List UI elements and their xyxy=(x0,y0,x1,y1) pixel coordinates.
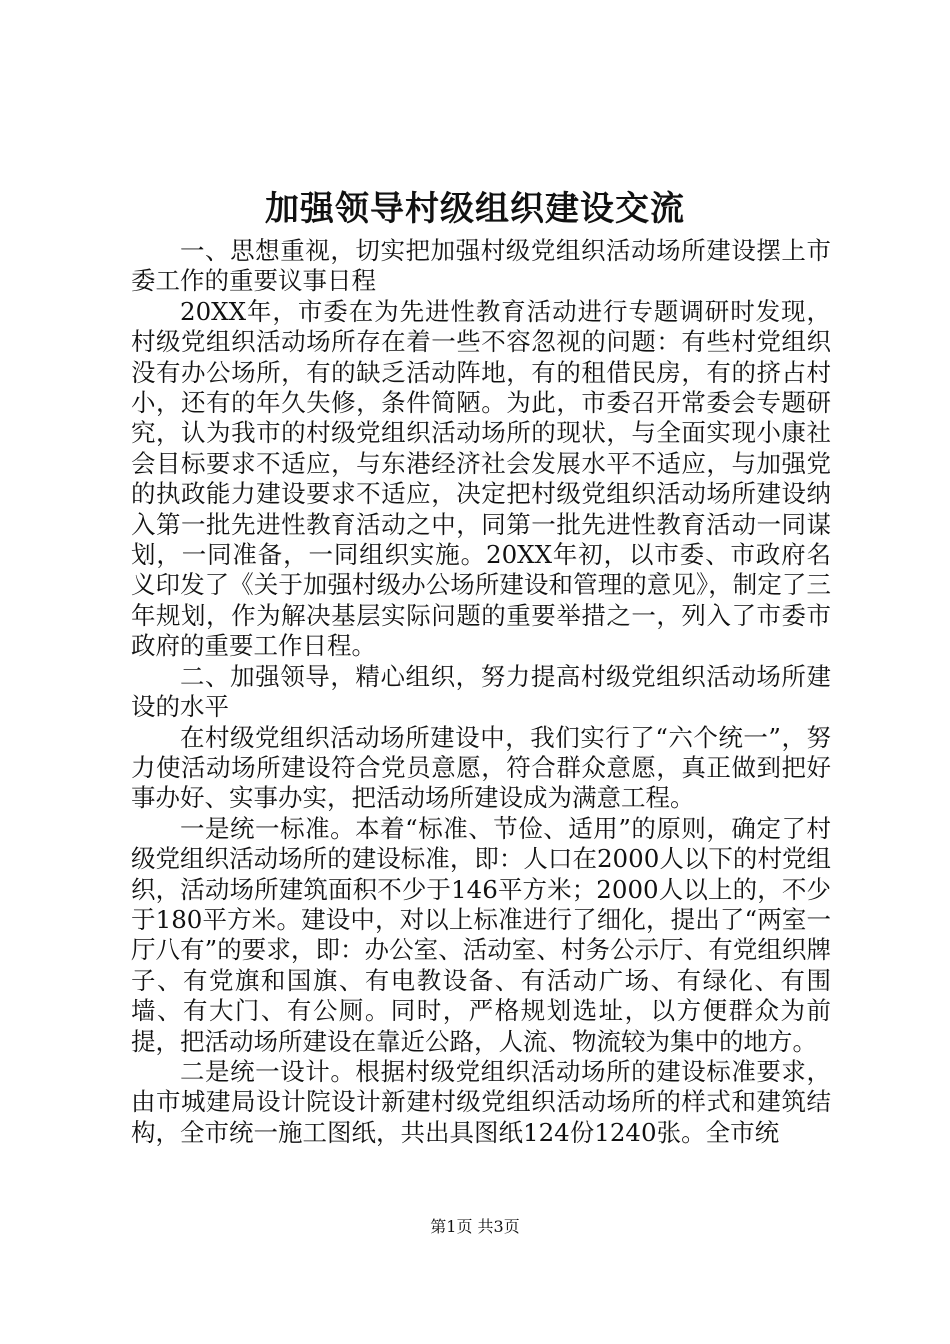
section-heading-2: 二、加强领导，精心组织，努力提高村级党组织活动场所建设的水平 xyxy=(131,661,831,722)
page-footer: 第1页 共3页 xyxy=(430,1217,520,1236)
body-paragraph: 一是统一标准。本着“标准、节俭、适用”的原则，确定了村级党组织活动场所的建设标准，即：人口在2000人以下的村党组织，活动场所建筑面积不少于146平方米；2000人以上的，不少于180平方米。建设中，对以上标准进行了细化，提出了“两室一厅八有”的要求，即：办公室、活动室、村务公示厅、有党组织牌子、有党旗和国旗、有电教设备、有活动广场、有绿化、有围墙、有大门、有公厕。同时，严格规划选址，以方便群众为前提，把活动场所建设在靠近公路，人流、物流较为集中的地方。 xyxy=(131,813,831,1056)
section-heading-1: 一、思想重视，切实把加强村级党组织活动场所建设摆上市委工作的重要议事日程 xyxy=(131,236,831,296)
body-paragraph: 在村级党组织活动场所建设中，我们实行了“六个统一”，努力使活动场所建设符合党员意愿，符合群众意愿，真正做到把好事办好、实事办实，把活动场所建设成为满意工程。 xyxy=(131,722,831,813)
body-paragraph: 20XX年，市委在为先进性教育活动进行专题调研时发现，村级党组织活动场所存在着一些不容忽视的问题：有些村党组织没有办公场所，有的缺乏活动阵地，有的租借民房，有的挤占村小，还有的年久失修，条件简陋。为此，市委召开常委会专题研究，认为我市的村级党组织活动场所的现状，与全面实现小康社会目标要求不适应，与东港经济社会发展水平不适应，与加强党的执政能力建设要求不适应，决定把村级党组织活动场所建设纳入第一批先进性教育活动之中，同第一批先进性教育活动一同谋划，一同准备，一同组织实施。20XX年初，以市委、市政府名义印发了《关于加强村级办公场所建设和管理的意见》，制定了三年规划，作为解决基层实际问题的重要举措之一，列入了市委市政府的重要工作日程。 xyxy=(131,296,831,661)
document-body xyxy=(131,236,831,1148)
document-title: 加强领导村级组织建设交流 xyxy=(265,189,685,229)
body-paragraph: 二是统一设计。根据村级党组织活动场所的建设标准要求，由市城建局设计院设计新建村级党组织活动场所的样式和建筑结构，全市统一施工图纸，共出具图纸124份1240张。全市统 xyxy=(131,1056,831,1147)
